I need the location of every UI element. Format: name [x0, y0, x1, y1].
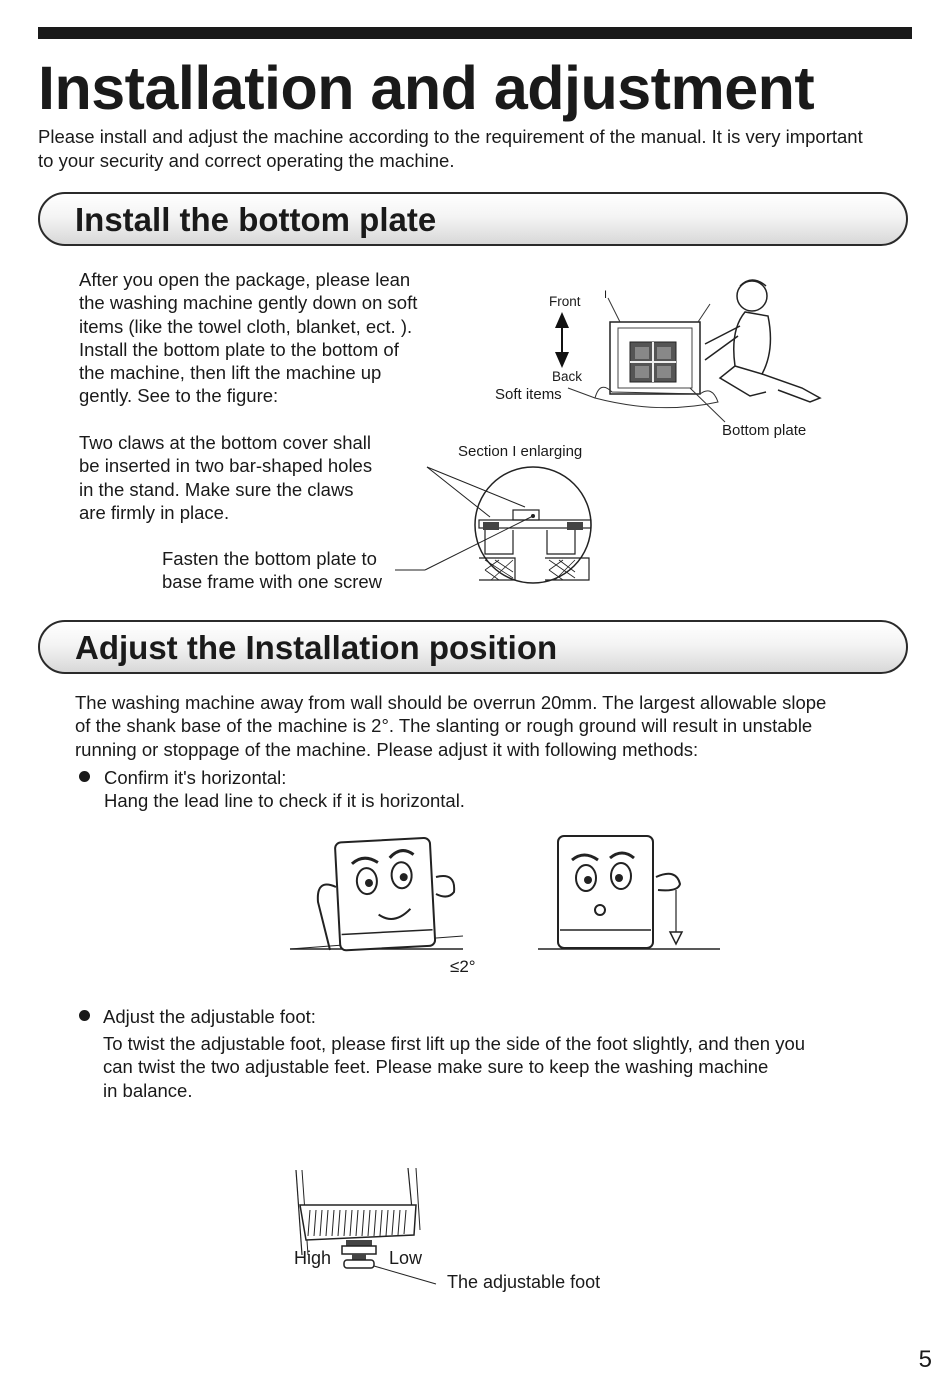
text-line: the washing machine gently down on soft — [79, 292, 418, 314]
text-line: base frame with one screw — [162, 571, 383, 593]
position-instructions — [75, 691, 826, 761]
section-enlarging-figure — [395, 462, 605, 592]
page-number: 5 — [918, 1346, 932, 1373]
page-title: Installation and adjustment — [38, 54, 815, 122]
text-line: in the stand. Make sure the claws — [79, 478, 354, 500]
text-line: of the shank base of the machine is 2°. The slanting or rough ground will result in unstable — [75, 715, 813, 737]
text-line: To twist the adjustable foot, please first lift up the side of the foot slightly, and then you — [103, 1033, 806, 1054]
bullet-dot — [79, 771, 90, 782]
front-label: Front — [549, 294, 581, 309]
soft-items-label: Soft items — [495, 386, 562, 403]
text-line: the machine, then lift the machine up — [79, 362, 382, 384]
text-line: can twist the two adjustable feet. Please make sure to keep the washing machine — [103, 1056, 769, 1078]
text-line: are firmly in place. — [79, 501, 230, 523]
bottom-plate-label: Bottom plate — [722, 422, 807, 439]
section-marker-label: I — [604, 289, 608, 301]
bullet-adjust-foot-title — [103, 1005, 316, 1028]
screw-instructions — [162, 547, 382, 594]
bullet-confirm-horizontal — [104, 766, 465, 813]
intro-line-1: Please install and adjust the machine according to the requirement of the manual. It is very important — [38, 126, 863, 147]
adjustable-foot-figure — [288, 1160, 448, 1290]
bullet-title: Adjust the adjustable foot: — [103, 1006, 316, 1027]
text-line: Install the bottom plate to the bottom of — [79, 338, 399, 360]
text-line: Two claws at the bottom cover shall — [79, 432, 372, 453]
text-line: in balance. — [103, 1079, 193, 1101]
text-line: The washing machine away from wall should be overrun 20mm. The largest allowable slope — [75, 692, 827, 713]
section-heading: Adjust the Installation position — [75, 629, 558, 666]
text-line: After you open the package, please lean — [79, 269, 411, 290]
text-line: items (like the towel cloth, blanket, ect. ). — [79, 315, 413, 337]
claws-instructions — [79, 431, 372, 524]
top-rule — [38, 27, 912, 39]
horizontal-check-figure — [288, 832, 728, 962]
bullet-title: Confirm it's horizontal: — [104, 767, 287, 788]
section-header-installation-position — [38, 620, 908, 674]
text-line: Fasten the bottom plate to — [162, 548, 377, 569]
bullet-adjust-foot-text — [103, 1032, 805, 1102]
text-line: running or stoppage of the machine. Please adjust it with following methods: — [75, 738, 699, 760]
bullet-text: Hang the lead line to check if it is horizontal. — [104, 790, 465, 812]
intro-paragraph — [38, 125, 918, 173]
back-label: Back — [552, 369, 583, 384]
section-enlarging-label: Section I enlarging — [458, 443, 583, 460]
text-line: gently. See to the figure: — [79, 385, 279, 407]
high-label: High — [294, 1248, 332, 1268]
bottom-plate-instructions — [79, 268, 417, 408]
adjustable-foot-label: The adjustable foot — [447, 1272, 601, 1292]
section-header-bottom-plate — [38, 192, 908, 246]
intro-line-2: to your security and correct operating the machine. — [38, 150, 455, 171]
text-line: be inserted in two bar-shaped holes — [79, 455, 373, 477]
bullet-dot — [79, 1010, 90, 1021]
section-heading: Install the bottom plate — [75, 201, 437, 238]
slope-angle-label: ≤2° — [450, 957, 476, 976]
low-label: Low — [389, 1248, 423, 1268]
